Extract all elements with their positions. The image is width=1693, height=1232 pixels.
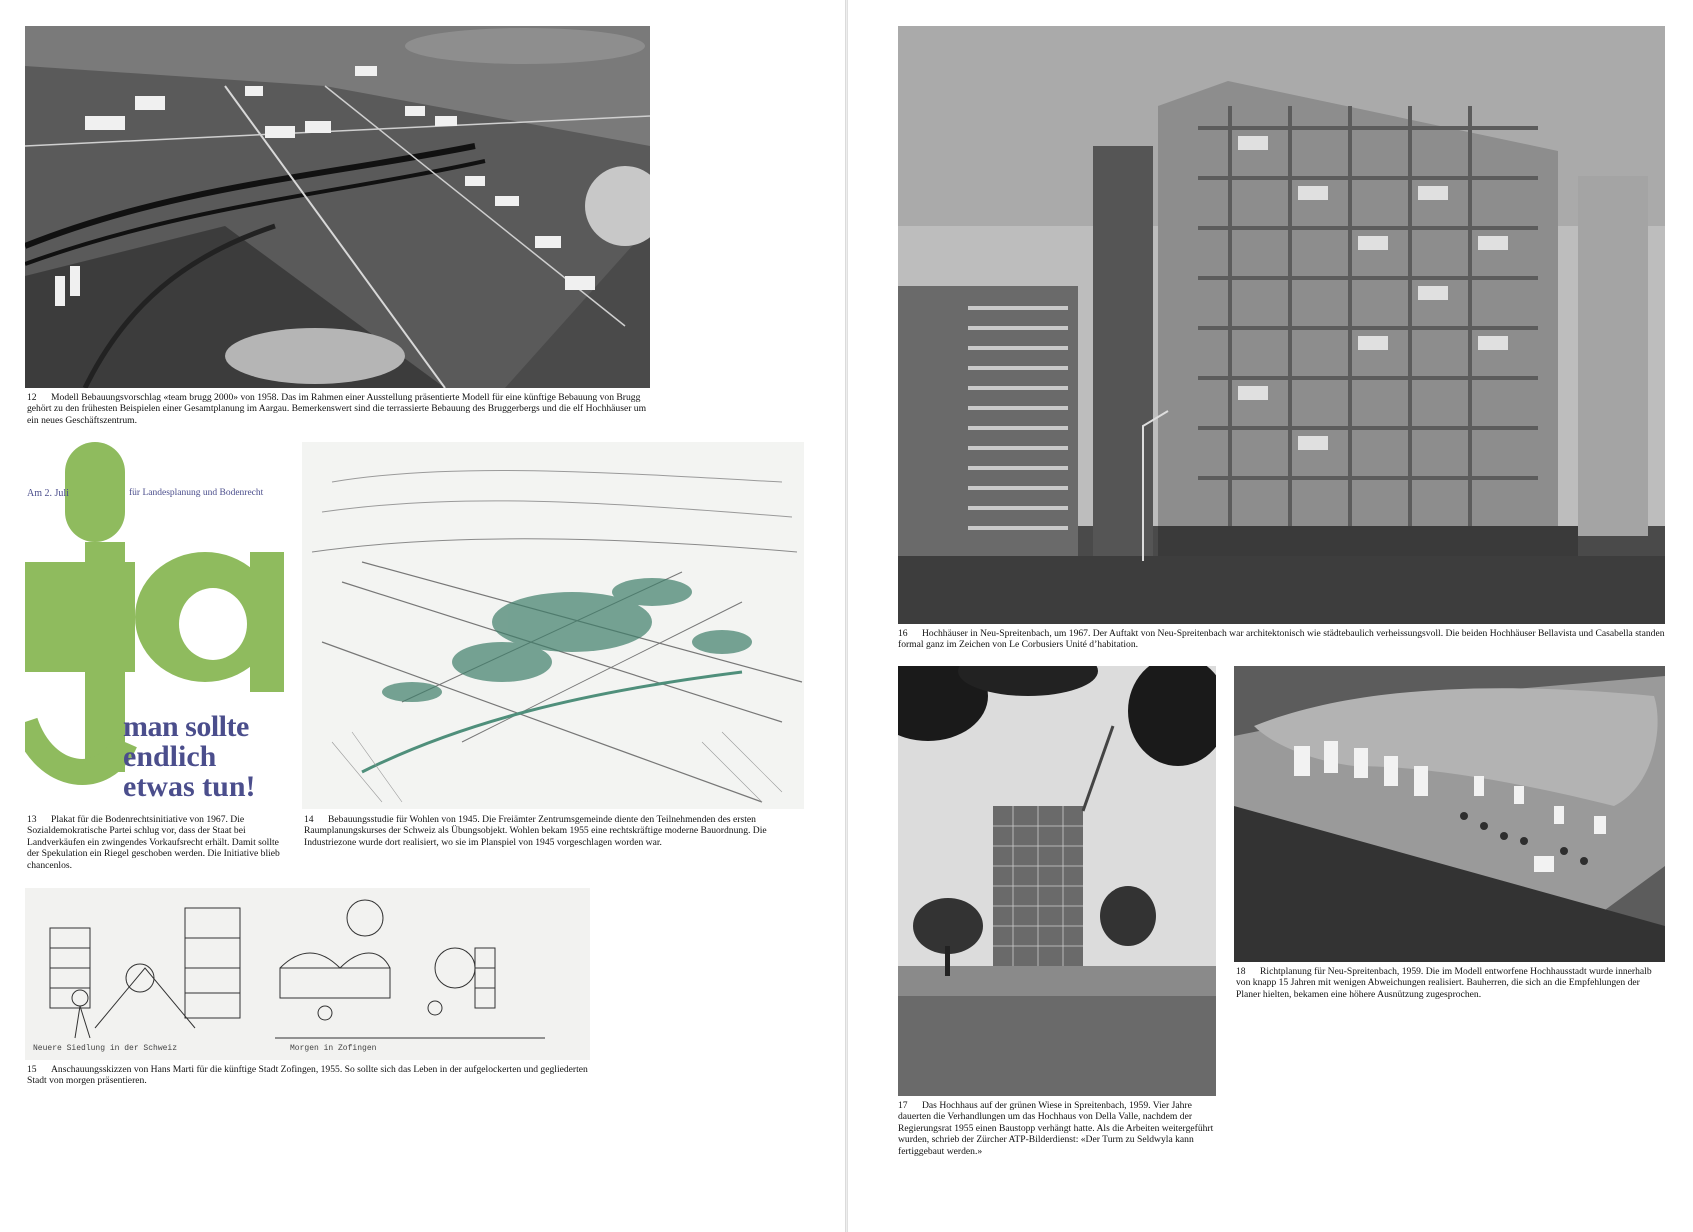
- figure-13-caption: [27, 814, 287, 871]
- figure-18-model-photo: [1234, 666, 1665, 962]
- figure-14-number: 14: [304, 814, 314, 825]
- figure-17-caption-text: Das Hochhaus auf der grünen Wiese in Spreitenbach, 1959. Vier Jahre dauerten die Verhandlungen um das Hochhaus von Della Valle, nachdem der Regierungsrat 1955 einen Baustopp verhängt hatte. Als die Arbeiten weitergeführt wurden, schrieb der Zürcher ATP-Bilderdienst: «Der Turm zu Seldwyla kann fertiggebaut werden.»: [898, 1100, 1214, 1157]
- poster-top-right: für Landesplanung und Bodenrecht: [129, 488, 264, 498]
- figure-12-model-photo: [25, 26, 650, 388]
- figure-16-number: 16: [898, 628, 908, 639]
- figure-17-photo: [898, 666, 1216, 1096]
- poster-line-1: man sollte: [123, 710, 249, 743]
- figure-14-caption-text: Bebauungsstudie für Wohlen von 1945. Die Freiämter Zentrumsgemeinde diente den Teilnehmenden des ersten Raumplanungskurses der Schweiz als Übungsobjekt. Wohlen bekam 1955 eine rechtskräftige moderne Bauordnung. Die Industriezone wurde dort realisiert, wo sie im Planspiel von 1945 vorgeschlagen worden war.: [304, 814, 767, 848]
- poster-line-2: endlich: [123, 740, 217, 773]
- figure-18-caption: [1236, 966, 1666, 1000]
- figure-13-number: 13: [27, 814, 37, 825]
- figure-12-number: 12: [27, 392, 37, 403]
- figure-18-number: 18: [1236, 966, 1246, 977]
- figure-15-caption-text: Anschauungsskizzen von Hans Marti für die künftige Stadt Zofingen, 1955. So sollte sich das Leben in der aufgelockerten und gegliederten Stadt von morgen präsentieren.: [27, 1064, 588, 1087]
- figure-12-caption-text: Modell Bebauungsvorschlag «team brugg 2000» von 1958. Das im Rahmen einer Ausstellung präsentierte Modell für eine künftige Bebauung von Brugg gehört zu den frühesten Beispielen einer Gesamtplanung im Aargau. Bemerkenswert sind die terrassierte Bebauung des Bruggerbergs und die elf Hochhäuser um ein neues Geschäftszentrum.: [27, 392, 647, 426]
- left-page: [0, 0, 845, 1232]
- figure-15-sketches: [25, 888, 590, 1060]
- figure-18-caption-text: Richtplanung für Neu-Spreitenbach, 1959. Die im Modell entworfene Hochhausstadt wurde innerhalb von knapp 15 Jahren mit wenigen Abweichungen realisiert. Bauherren, die sich an die Empfehlungen der Planer hielten, bekamen eine höhere Ausnützung zugesprochen.: [1236, 966, 1652, 1000]
- figure-15-number: 15: [27, 1064, 37, 1075]
- figure-13-poster: [25, 442, 284, 809]
- poster-line-3: etwas tun!: [123, 770, 256, 803]
- figure-15-caption: [27, 1064, 592, 1087]
- figure-12-caption: [27, 392, 652, 426]
- figure-17-caption: [898, 1100, 1216, 1157]
- sketch-label-left: Neuere Siedlung in der Schweiz: [33, 1044, 178, 1053]
- figure-13-caption-text: Plakat für die Bodenrechtsinitiative von 1967. Die Sozialdemokratische Partei schlug vor, dass der Staat bei Landverkäufen ein zwingendes Vorkaufsrecht erhält. Damit sollte der Spekulation ein Riegel geschoben werden. Die Initiative blieb chancenlos.: [27, 814, 280, 871]
- figure-16-caption-text: Hochhäuser in Neu-Spreitenbach, um 1967. Der Auftakt von Neu-Spreitenbach war architektonisch wie städtebaulich verheissungsvoll. Die beiden Hochhäuser Bellavista und Casabella standen formal ganz im Zeichen von Le Corbusiers Unité d’habitation.: [898, 628, 1665, 651]
- figure-16-photo: [898, 26, 1665, 624]
- right-page: [848, 0, 1693, 1232]
- figure-17-number: 17: [898, 1100, 908, 1111]
- poster-top-left: Am 2. Juli: [27, 488, 69, 499]
- sketch-label-right: Morgen in Zofingen: [290, 1044, 377, 1053]
- figure-14-caption: [304, 814, 804, 848]
- figure-16-caption: [898, 628, 1665, 651]
- figure-14-drawing: [302, 442, 804, 809]
